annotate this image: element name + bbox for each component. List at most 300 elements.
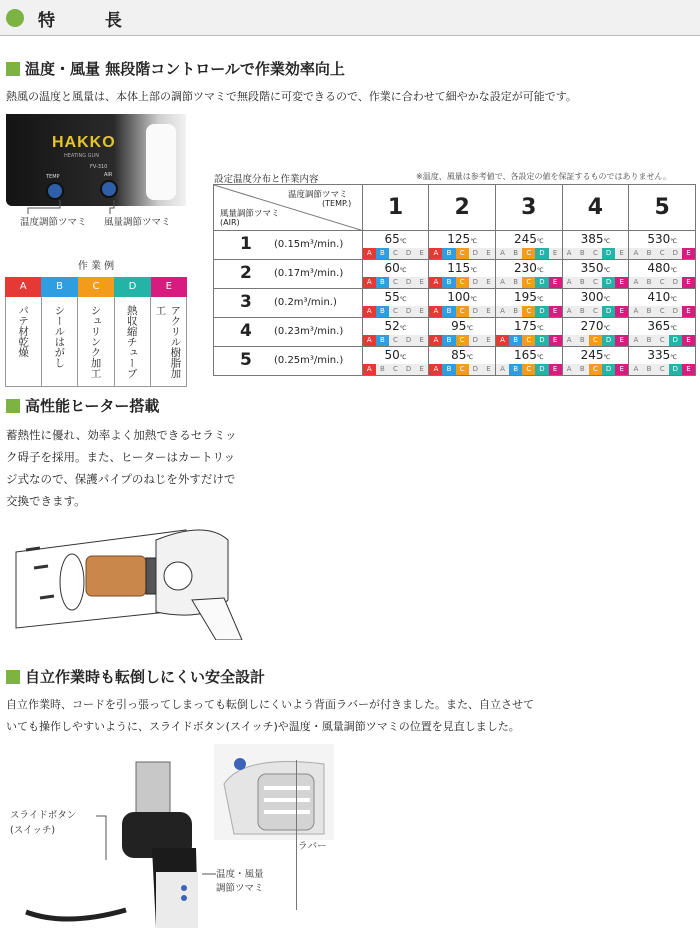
temp-cell xyxy=(362,318,429,347)
example-letter-a: A xyxy=(5,277,41,297)
work-indicator-strip xyxy=(563,277,629,288)
table-row xyxy=(214,318,696,347)
section2-body xyxy=(6,424,236,512)
work-indicator-e: E xyxy=(549,364,562,375)
work-indicator-strip xyxy=(429,364,495,375)
temp-unit: ℃ xyxy=(536,238,544,245)
work-indicator-c: C xyxy=(589,364,602,375)
air-flow: (0.23m³/min.) xyxy=(274,326,344,337)
table-row xyxy=(214,231,696,260)
work-indicator-d: D xyxy=(535,306,548,317)
work-indicator-strip xyxy=(429,306,495,317)
work-indicator-e: E xyxy=(482,364,495,375)
work-indicator-c: C xyxy=(589,306,602,317)
temp-cell xyxy=(362,289,429,318)
temp-value: 230 xyxy=(513,261,537,275)
work-indicator-e: E xyxy=(682,306,695,317)
work-indicator-c: C xyxy=(589,335,602,346)
work-indicator-c: C xyxy=(589,248,602,259)
temp-value-line xyxy=(363,231,429,248)
work-indicator-d: D xyxy=(402,248,415,259)
work-indicator-strip xyxy=(363,277,429,288)
work-indicator-a: A xyxy=(429,248,442,259)
temp-value: 85 xyxy=(451,348,467,362)
temp-value-line xyxy=(363,347,429,364)
work-indicator-strip xyxy=(629,364,695,375)
work-indicator-d: D xyxy=(602,248,615,259)
work-indicator-a: A xyxy=(629,277,642,288)
temp-value: 410 xyxy=(647,290,671,304)
work-indicator-d: D xyxy=(669,248,682,259)
air-flow: (0.17m³/min.) xyxy=(274,268,344,279)
temp-cell xyxy=(495,318,562,347)
example-letter-d: D xyxy=(114,277,150,297)
temp-unit: ℃ xyxy=(399,354,407,361)
work-indicator-a: A xyxy=(629,364,642,375)
work-indicator-a: A xyxy=(496,306,509,317)
temp-col-1: 1 xyxy=(362,185,429,231)
corner-air-en: (AIR) xyxy=(220,218,240,227)
work-indicator-e: E xyxy=(482,248,495,259)
temp-value: 55 xyxy=(384,290,400,304)
work-indicator-d: D xyxy=(402,335,415,346)
work-indicator-c: C xyxy=(456,248,469,259)
work-indicator-b: B xyxy=(576,335,589,346)
work-indicator-a: A xyxy=(496,335,509,346)
corner-temp-label: 温度調節ツマミ xyxy=(288,190,348,200)
rubber-label: ラバー xyxy=(298,841,327,852)
temp-value-line xyxy=(496,231,562,248)
work-indicator-c: C xyxy=(456,335,469,346)
temp-value: 365 xyxy=(647,319,671,333)
temp-value: 530 xyxy=(647,232,671,246)
temp-unit: ℃ xyxy=(603,325,611,332)
work-indicator-d: D xyxy=(469,335,482,346)
temp-unit: ℃ xyxy=(536,354,544,361)
temp-cell xyxy=(429,347,496,376)
work-indicator-strip xyxy=(496,248,562,259)
temp-cell xyxy=(362,231,429,260)
work-indicator-a: A xyxy=(363,306,376,317)
work-indicator-b: B xyxy=(509,248,522,259)
work-indicator-c: C xyxy=(656,335,669,346)
knob-temp-label: TEMP xyxy=(46,174,60,180)
temp-unit: ℃ xyxy=(470,296,477,303)
work-indicator-c: C xyxy=(389,306,402,317)
temp-value: 60 xyxy=(384,261,400,275)
temp-value-line xyxy=(496,260,562,277)
work-indicator-d: D xyxy=(535,277,548,288)
work-indicator-e: E xyxy=(549,277,562,288)
header-dot-icon xyxy=(6,9,24,27)
example-item-d: 熱収縮チューブ xyxy=(115,297,151,387)
temp-value-line xyxy=(629,260,695,277)
work-indicator-b: B xyxy=(509,335,522,346)
work-indicator-b: B xyxy=(642,335,655,346)
work-indicator-d: D xyxy=(602,335,615,346)
temp-value-line xyxy=(429,231,495,248)
section3-line: いても操作しやすいように、スライドボタン(スイッチ)や温度・風量調節ツマミの位置を見直しました。 xyxy=(6,720,520,733)
work-indicator-b: B xyxy=(576,277,589,288)
work-indicator-b: B xyxy=(576,306,589,317)
work-indicator-strip xyxy=(496,277,562,288)
work-indicator-a: A xyxy=(363,364,376,375)
temp-value: 245 xyxy=(513,232,537,246)
air-flow: (0.2m³/min.) xyxy=(274,297,337,308)
work-indicator-c: C xyxy=(389,277,402,288)
work-indicator-a: A xyxy=(363,248,376,259)
work-indicator-b: B xyxy=(509,277,522,288)
table-header-row xyxy=(214,185,696,231)
temp-value-line xyxy=(496,318,562,335)
temp-value: 65 xyxy=(384,232,400,246)
work-indicator-a: A xyxy=(429,277,442,288)
temp-value-line xyxy=(363,289,429,306)
temp-cell xyxy=(429,289,496,318)
knob-label: 温度・風量 xyxy=(216,869,264,880)
example-letter-e: E xyxy=(151,277,187,297)
temp-knob-icon xyxy=(46,182,64,200)
work-indicator-d: D xyxy=(669,335,682,346)
gun-logo: HAKKO xyxy=(52,134,116,151)
work-indicator-a: A xyxy=(429,335,442,346)
work-indicator-strip xyxy=(363,248,429,259)
air-row-header xyxy=(214,260,363,289)
section2-line: 蓄熱性に優れ、効率よく加熱できるセラミッ xyxy=(6,428,237,442)
work-indicator-e: E xyxy=(415,248,428,259)
temp-cell xyxy=(495,231,562,260)
work-indicator-e: E xyxy=(415,306,428,317)
section3-heading: 自立作業時も転倒しにくい安全設計 xyxy=(25,668,266,686)
work-indicator-strip xyxy=(429,248,495,259)
work-examples xyxy=(5,257,187,387)
air-level: 1 xyxy=(240,234,252,254)
temp-value-line xyxy=(429,289,495,306)
work-indicator-b: B xyxy=(376,364,389,375)
temp-unit: ℃ xyxy=(470,267,477,274)
work-indicator-b: B xyxy=(642,364,655,375)
work-indicator-b: B xyxy=(442,248,455,259)
temp-knob-caption: 温度調節ツマミ xyxy=(20,214,87,228)
temp-value-line xyxy=(363,260,429,277)
work-indicator-c: C xyxy=(522,277,535,288)
divider-line xyxy=(296,760,297,910)
air-knob-icon xyxy=(100,180,118,198)
work-indicator-e: E xyxy=(682,248,695,259)
example-item-c: シュリンク加工 xyxy=(78,297,114,387)
slide-button-label2: (スイッチ) xyxy=(10,825,56,836)
work-indicator-strip xyxy=(629,248,695,259)
heat-gun-top-image xyxy=(6,114,186,206)
table-body xyxy=(214,231,696,376)
example-item-b: シールはがし xyxy=(42,297,78,387)
temp-value-line xyxy=(629,347,695,364)
temp-unit: ℃ xyxy=(670,267,677,274)
work-indicator-c: C xyxy=(589,277,602,288)
work-indicator-strip xyxy=(563,306,629,317)
work-indicator-c: C xyxy=(456,364,469,375)
temp-value: 335 xyxy=(647,348,671,362)
work-indicator-d: D xyxy=(669,306,682,317)
temp-value-line xyxy=(563,260,629,277)
temp-unit: ℃ xyxy=(670,238,677,245)
temp-cell xyxy=(629,318,696,347)
work-indicator-e: E xyxy=(415,277,428,288)
work-indicator-a: A xyxy=(629,306,642,317)
section3-line: 自立作業時、コードを引っ張ってしまっても転倒しにくいよう背面ラバーが付きました。また、自立させて xyxy=(6,698,534,711)
work-indicator-d: D xyxy=(469,277,482,288)
section-marker-icon xyxy=(6,670,20,684)
work-indicator-c: C xyxy=(389,248,402,259)
temp-cell xyxy=(629,231,696,260)
temp-cell xyxy=(562,289,629,318)
table-corner xyxy=(214,185,363,231)
temperature-table xyxy=(213,184,696,376)
work-indicator-e: E xyxy=(549,248,562,259)
temp-value: 100 xyxy=(447,290,471,304)
section3-body xyxy=(6,694,534,738)
work-indicator-a: A xyxy=(496,248,509,259)
temp-value: 195 xyxy=(513,290,537,304)
work-indicator-b: B xyxy=(576,364,589,375)
work-indicator-c: C xyxy=(656,277,669,288)
work-indicator-e: E xyxy=(615,306,628,317)
work-indicator-d: D xyxy=(469,364,482,375)
work-indicator-d: D xyxy=(535,364,548,375)
work-indicator-a: A xyxy=(629,248,642,259)
work-indicator-strip xyxy=(363,364,429,375)
temp-cell xyxy=(629,289,696,318)
examples-title: 作 業 例 xyxy=(77,261,115,272)
section2-line: ク碍子を採用。また、ヒーターはカートリッ xyxy=(6,450,236,464)
work-indicator-strip xyxy=(429,277,495,288)
example-letter-c: C xyxy=(78,277,114,297)
table-row xyxy=(214,260,696,289)
temp-col-5: 5 xyxy=(629,185,696,231)
work-indicator-c: C xyxy=(656,306,669,317)
temp-value: 125 xyxy=(447,232,471,246)
work-indicator-e: E xyxy=(682,364,695,375)
air-level: 3 xyxy=(240,292,252,312)
temp-value-line xyxy=(629,318,695,335)
temp-unit: ℃ xyxy=(470,238,477,245)
temp-cell xyxy=(362,347,429,376)
work-indicator-strip xyxy=(563,248,629,259)
air-level: 4 xyxy=(240,321,252,341)
work-indicator-b: B xyxy=(642,248,655,259)
temp-value-line xyxy=(629,289,695,306)
temp-value: 270 xyxy=(580,319,604,333)
section2-heading: 高性能ヒーター搭載 xyxy=(25,397,160,415)
work-indicator-a: A xyxy=(429,306,442,317)
temp-col-2: 2 xyxy=(429,185,496,231)
temp-value: 480 xyxy=(647,261,671,275)
temp-value-line xyxy=(429,347,495,364)
work-indicator-strip xyxy=(563,364,629,375)
gun-model: FV-310 xyxy=(90,164,108,170)
work-indicator-a: A xyxy=(496,277,509,288)
work-indicator-b: B xyxy=(509,306,522,317)
work-indicator-c: C xyxy=(389,364,402,375)
work-indicator-e: E xyxy=(615,335,628,346)
work-indicator-b: B xyxy=(642,277,655,288)
gun-sub: HEATING GUN xyxy=(64,153,99,159)
work-indicator-strip xyxy=(563,335,629,346)
air-knob-caption: 風量調節ツマミ xyxy=(104,214,171,228)
work-indicator-e: E xyxy=(415,335,428,346)
temp-cell xyxy=(429,318,496,347)
work-indicator-b: B xyxy=(376,277,389,288)
temp-value: 175 xyxy=(513,319,537,333)
work-indicator-a: A xyxy=(563,277,576,288)
temp-cell xyxy=(562,318,629,347)
work-indicator-d: D xyxy=(402,306,415,317)
work-indicator-strip xyxy=(496,335,562,346)
work-indicator-e: E xyxy=(682,277,695,288)
temp-unit: ℃ xyxy=(536,296,544,303)
work-indicator-c: C xyxy=(456,306,469,317)
temp-value: 115 xyxy=(447,261,471,275)
section-marker-icon xyxy=(6,399,20,413)
temp-value-line xyxy=(496,289,562,306)
work-indicator-strip xyxy=(496,306,562,317)
temp-value-line xyxy=(629,231,695,248)
air-level: 5 xyxy=(240,350,252,370)
work-indicator-e: E xyxy=(615,248,628,259)
temp-unit: ℃ xyxy=(670,296,677,303)
work-indicator-a: A xyxy=(563,335,576,346)
work-indicator-b: B xyxy=(442,364,455,375)
temp-unit: ℃ xyxy=(603,238,611,245)
work-indicator-a: A xyxy=(563,306,576,317)
temp-unit: ℃ xyxy=(466,354,474,361)
temp-unit: ℃ xyxy=(603,354,611,361)
work-indicator-c: C xyxy=(522,335,535,346)
work-indicator-e: E xyxy=(549,306,562,317)
air-row-header xyxy=(214,231,363,260)
section1-heading: 温度・風量 無段階コントロールで作業効率向上 xyxy=(25,60,345,78)
work-indicator-c: C xyxy=(389,335,402,346)
temp-cell xyxy=(629,260,696,289)
temp-value: 350 xyxy=(580,261,604,275)
temp-cell xyxy=(429,260,496,289)
temp-value: 95 xyxy=(451,319,467,333)
section-marker-icon xyxy=(6,62,20,76)
work-indicator-b: B xyxy=(509,364,522,375)
temp-cell xyxy=(562,260,629,289)
temp-value: 50 xyxy=(384,348,400,362)
work-indicator-c: C xyxy=(522,364,535,375)
work-indicator-a: A xyxy=(363,277,376,288)
work-indicator-d: D xyxy=(402,277,415,288)
temp-unit: ℃ xyxy=(399,238,407,245)
temp-unit: ℃ xyxy=(399,267,407,274)
work-indicator-e: E xyxy=(682,335,695,346)
work-indicator-c: C xyxy=(522,248,535,259)
air-row-header xyxy=(214,289,363,318)
work-indicator-d: D xyxy=(469,248,482,259)
temp-cell xyxy=(429,231,496,260)
temp-unit: ℃ xyxy=(603,296,611,303)
temp-unit: ℃ xyxy=(399,296,407,303)
work-indicator-strip xyxy=(363,306,429,317)
work-indicator-strip xyxy=(629,306,695,317)
temp-cell xyxy=(562,347,629,376)
temp-unit: ℃ xyxy=(670,354,677,361)
work-indicator-c: C xyxy=(456,277,469,288)
work-indicator-b: B xyxy=(442,277,455,288)
work-indicator-a: A xyxy=(563,364,576,375)
temp-cell xyxy=(495,289,562,318)
work-indicator-a: A xyxy=(563,248,576,259)
page-title: 特 長 xyxy=(38,11,144,31)
work-indicator-b: B xyxy=(642,306,655,317)
corner-air-label: 風量調節ツマミ xyxy=(220,209,280,219)
temp-unit: ℃ xyxy=(603,267,611,274)
table-row xyxy=(214,289,696,318)
temp-value-line xyxy=(496,347,562,364)
work-indicator-a: A xyxy=(496,364,509,375)
temp-value-line xyxy=(429,318,495,335)
temp-value-line xyxy=(363,318,429,335)
work-indicator-e: E xyxy=(615,277,628,288)
work-indicator-d: D xyxy=(469,306,482,317)
temp-cell xyxy=(495,347,562,376)
work-indicator-strip xyxy=(429,335,495,346)
temp-cell xyxy=(629,347,696,376)
heater-cartridge-diagram xyxy=(6,510,246,640)
temp-cell xyxy=(562,231,629,260)
work-indicator-c: C xyxy=(656,364,669,375)
work-indicator-d: D xyxy=(602,277,615,288)
work-indicator-b: B xyxy=(576,248,589,259)
corner-temp-en: (TEMP.) xyxy=(322,199,352,208)
work-indicator-a: A xyxy=(629,335,642,346)
work-indicator-b: B xyxy=(376,335,389,346)
temp-unit: ℃ xyxy=(670,325,677,332)
temp-cell xyxy=(362,260,429,289)
temp-value: 300 xyxy=(580,290,604,304)
section2-line: ジ式なので、保護パイプのねじを外すだけで xyxy=(6,472,236,486)
work-indicator-b: B xyxy=(376,248,389,259)
temp-value-line xyxy=(563,289,629,306)
temp-unit: ℃ xyxy=(536,325,544,332)
work-indicator-e: E xyxy=(549,335,562,346)
knob-label2: 調節ツマミ xyxy=(216,883,264,894)
work-indicator-e: E xyxy=(415,364,428,375)
work-indicator-strip xyxy=(629,335,695,346)
table-note: ※温度、風量は参考値で、各設定の値を保証するものではありません。 xyxy=(416,172,672,181)
work-indicator-e: E xyxy=(615,364,628,375)
work-indicator-d: D xyxy=(669,364,682,375)
temp-col-4: 4 xyxy=(562,185,629,231)
temp-value-line xyxy=(563,231,629,248)
work-indicator-strip xyxy=(496,364,562,375)
temp-value: 385 xyxy=(580,232,604,246)
work-indicator-e: E xyxy=(482,335,495,346)
work-indicator-b: B xyxy=(442,335,455,346)
table-row xyxy=(214,347,696,376)
air-level: 2 xyxy=(240,263,252,283)
work-indicator-c: C xyxy=(522,306,535,317)
section2-line: 交換できます。 xyxy=(6,494,86,508)
work-indicator-e: E xyxy=(482,277,495,288)
work-indicator-d: D xyxy=(602,364,615,375)
temp-unit: ℃ xyxy=(399,325,407,332)
examples-header-row xyxy=(5,277,187,297)
page-header xyxy=(0,0,700,36)
work-indicator-c: C xyxy=(656,248,669,259)
